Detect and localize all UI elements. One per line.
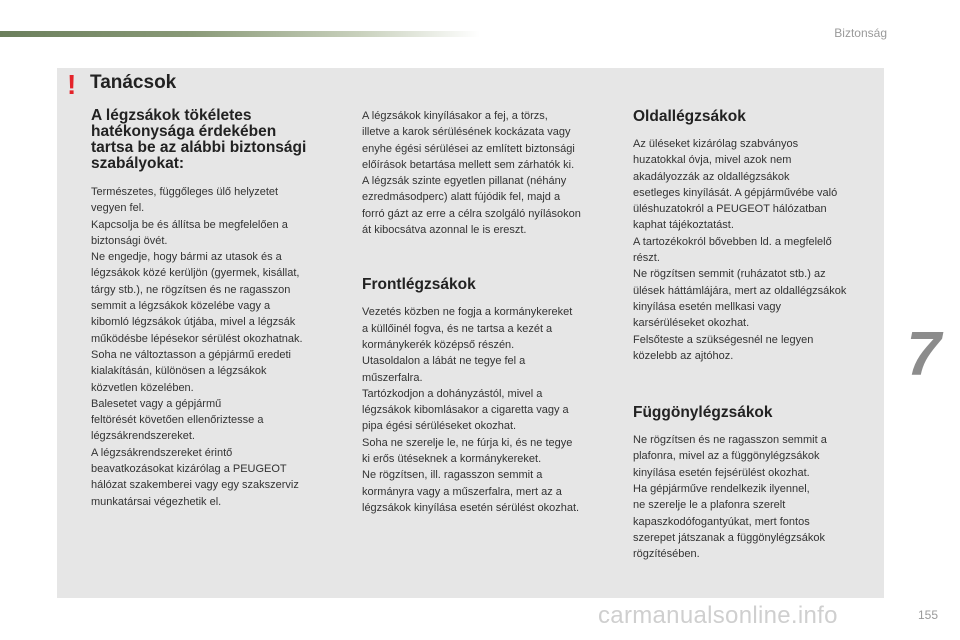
text-line: üléshuzatokról a PEUGEOT hálózatban bbox=[633, 203, 827, 216]
section-title: Biztonság bbox=[834, 26, 887, 40]
text-line: hálózat szakemberei vagy egy szakszerviz bbox=[91, 479, 299, 492]
heading-line: A légzsákok tökéletes bbox=[91, 107, 252, 124]
text-line: biztonsági övét. bbox=[91, 234, 168, 247]
text-line: enyhe égési sérülései az említett biztonsági bbox=[362, 142, 575, 155]
text-line: át kibocsátva azonnal le is ereszt. bbox=[362, 224, 527, 237]
front-airbags-text bbox=[362, 304, 617, 516]
text-line: esetleges kinyílását. A gépjárművébe való bbox=[633, 186, 838, 199]
side-airbags-text bbox=[633, 136, 883, 364]
text-line: légzsákok közé kerüljön (gyermek, kisállat, bbox=[91, 267, 300, 280]
text-line: Tartózkodjon a dohányzástól, mivel a bbox=[362, 387, 543, 400]
text-line: ki erős ütéseknek a kormánykereket. bbox=[362, 453, 542, 466]
text-line: pipa égési sérüléseket okozhat. bbox=[362, 420, 517, 433]
text-line: huzatokkal óvja, mivel azok nem bbox=[633, 154, 792, 167]
deployment-risk-text bbox=[362, 108, 617, 238]
text-line: Az üléseket kizárólag szabványos bbox=[633, 138, 799, 150]
text-line: légzsákok kibomlásakor a cigaretta vagy a bbox=[362, 404, 569, 417]
text-line: Kapcsolja be és állítsa be megfelelően a bbox=[91, 218, 288, 231]
text-line: munkatársai végezhetik el. bbox=[91, 495, 222, 508]
text-line: Soha ne változtasson a gépjármű eredeti bbox=[91, 348, 291, 361]
heading-line: tartsa be az alábbi biztonsági bbox=[91, 139, 307, 156]
text-line: ülések háttámlájára, mert az oldallégzsákok bbox=[633, 284, 847, 297]
header-accent-bar bbox=[0, 31, 480, 37]
rules-text bbox=[91, 184, 346, 510]
text-line: műszerfalra. bbox=[362, 371, 423, 384]
side-airbags-heading: Oldallégzsákok bbox=[633, 108, 746, 125]
text-line: Soha ne szerelje le, ne fúrja ki, és ne tegye bbox=[362, 436, 573, 449]
text-line: illetve a karok sérülésének kockázata vagy bbox=[362, 126, 571, 139]
curtain-airbags-text bbox=[633, 432, 883, 562]
text-line: vegyen fel. bbox=[91, 202, 145, 215]
text-line: A tartozékokról bővebben ld. a megfelelő bbox=[633, 235, 832, 248]
text-line: kapaszkodófogantyúkat, mert fontos bbox=[633, 515, 810, 528]
heading-line: szabályokat: bbox=[91, 155, 185, 172]
rules-heading bbox=[91, 108, 346, 172]
heading-line: hatékonysága érdekében bbox=[91, 123, 277, 140]
text-line: Vezetés közben ne fogja a kormánykereket bbox=[362, 306, 573, 319]
text-line: kormányra vagy a műszerfalra, mert az a bbox=[362, 485, 562, 498]
text-line: a küllőinél fogva, és ne tartsa a kezét a bbox=[362, 322, 553, 335]
text-line: rögzítésében. bbox=[633, 548, 700, 561]
text-line: beavatkozásokat kizárólag a PEUGEOT bbox=[91, 463, 287, 476]
text-line: Ha gépjárműve rendelkezik ilyennel, bbox=[633, 483, 810, 496]
text-line: ezredmásodperc) alatt fújódik fel, majd a bbox=[362, 191, 561, 204]
text-line: előírások betartása mellett sem zárhatók ki. bbox=[362, 158, 575, 171]
text-line: Ne engedje, hogy bármi az utasok és a bbox=[91, 251, 282, 264]
text-line: Felsőteste a szükségesnél ne legyen bbox=[633, 333, 814, 346]
text-line: feltörését követően ellenőriztesse a bbox=[91, 414, 264, 427]
text-line: tárgy stb.), ne rögzítsen és ne ragasszon bbox=[91, 283, 291, 296]
text-line: Természetes, függőleges ülő helyzetet bbox=[91, 186, 279, 198]
text-line: A légzsák szinte egyetlen pillanat (néhány bbox=[362, 175, 567, 188]
text-line: Ne rögzítsen, ill. ragasszon semmit a bbox=[362, 469, 543, 482]
text-line: Ne rögzítsen és ne ragasszon semmit a bbox=[633, 434, 827, 447]
text-line: légzsákok kinyílása esetén sérülést okozhat. bbox=[362, 501, 580, 514]
text-line: szerepet játszanak a függönylégzsákok bbox=[633, 531, 826, 544]
text-line: működésbe lépésekor sérülést okozhatnak. bbox=[91, 332, 303, 345]
curtain-airbags-heading: Függönylégzsákok bbox=[633, 404, 773, 422]
panel-title: Tanácsok bbox=[90, 72, 177, 93]
text-line: Ne rögzítsen semmit (ruházatot stb.) az bbox=[633, 268, 826, 281]
text-line: közelebb az ajtóhoz. bbox=[633, 349, 734, 362]
text-line: kibomló légzsákok útjába, mivel a légzsák bbox=[91, 316, 296, 329]
text-line: légzsákrendszereket. bbox=[91, 430, 195, 443]
text-line: plafonra, mivel az a függönylégzsákok bbox=[633, 450, 820, 463]
text-line: kinyílása esetén fejsérülést okozhat. bbox=[633, 466, 810, 479]
front-airbags-heading: Frontlégzsákok bbox=[362, 276, 476, 294]
text-line: semmit a légzsákok közelébe vagy a bbox=[91, 300, 271, 313]
text-line: közvetlen közelében. bbox=[91, 381, 194, 394]
text-line: kaphat tájékoztatást. bbox=[633, 219, 734, 232]
watermark: carmanualsonline.info bbox=[598, 602, 838, 629]
page-number: 155 bbox=[917, 608, 938, 622]
text-line: részt. bbox=[633, 252, 660, 265]
text-line: Utasoldalon a lábát ne tegye fel a bbox=[362, 355, 526, 368]
chapter-number: 7 bbox=[906, 320, 941, 389]
text-line: kinyílása esetén mellkasi vagy bbox=[633, 300, 781, 313]
column-right bbox=[633, 108, 883, 563]
text-line: kormánykerék középső részén. bbox=[362, 338, 515, 351]
exclamation-icon: ! bbox=[67, 69, 77, 100]
text-line: akadályozzák az oldallégzsákok bbox=[633, 170, 790, 183]
text-line: karsérüléseket okozhat. bbox=[633, 317, 750, 330]
text-line: Balesetet vagy a gépjármű bbox=[91, 397, 222, 410]
column-general-rules bbox=[91, 108, 346, 510]
text-line: kialakításán, különösen a légzsákok bbox=[91, 365, 267, 378]
text-line: A légzsákrendszereket érintő bbox=[91, 446, 233, 459]
text-line: A légzsákok kinyílásakor a fej, a törzs, bbox=[362, 110, 548, 122]
text-line: forró gázt az erre a célra szolgáló nyílásokon bbox=[362, 207, 581, 220]
column-middle bbox=[362, 108, 617, 516]
text-line: ne szerelje le a plafonra szerelt bbox=[633, 499, 786, 512]
